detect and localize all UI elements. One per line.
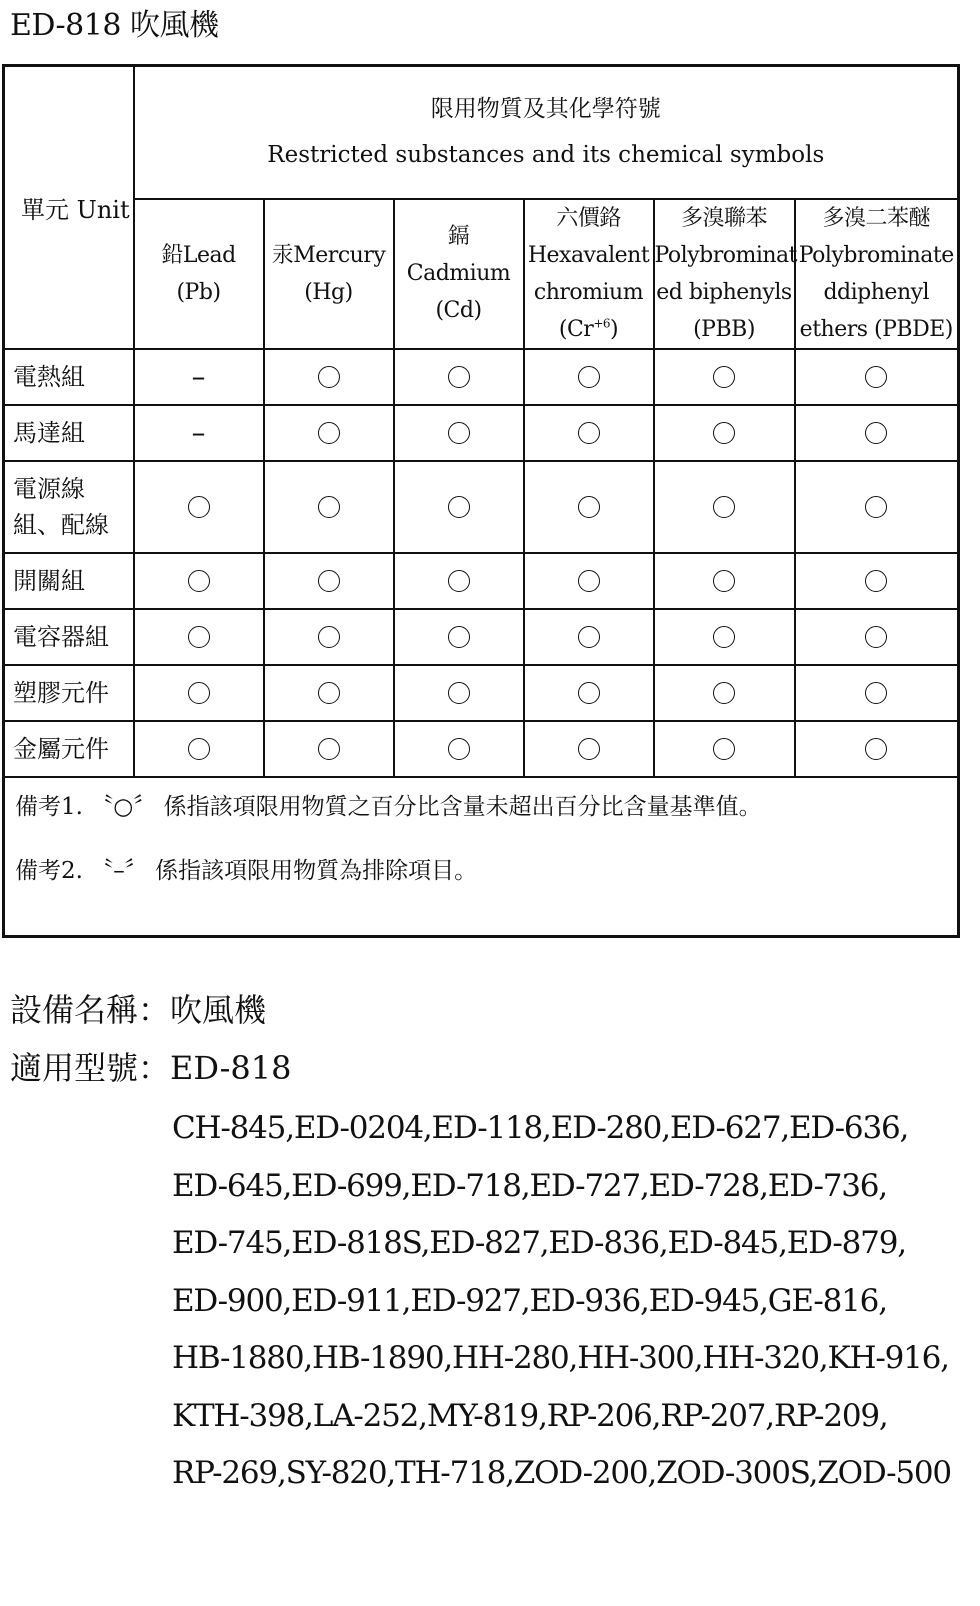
circle-mark-icon: [713, 422, 735, 444]
value-cell: [795, 461, 959, 553]
column-header-line: Cadmium: [406, 261, 511, 286]
value-cell: [134, 609, 264, 665]
table-row: [4, 609, 959, 665]
circle-mark-icon: [865, 626, 887, 648]
circle-mark-icon: [448, 626, 470, 648]
formula-base: (Cr: [558, 316, 594, 342]
column-header-line: ed biphenyls: [656, 279, 792, 305]
value-cell: [524, 553, 654, 609]
circle-mark-icon: [865, 570, 887, 592]
value-cell: [795, 349, 959, 405]
value-cell: [654, 349, 795, 405]
value-cell: [524, 405, 654, 461]
circle-mark-icon: [865, 738, 887, 760]
column-header-line: (Hg): [304, 279, 353, 305]
circle-mark-icon: [188, 496, 210, 518]
value-cell: [524, 461, 654, 553]
note-1: 備考1. 〝○〞 係指該項限用物質之百分比含量未超出百分比含量基準值。: [15, 793, 762, 820]
circle-mark-icon: [188, 682, 210, 704]
value-cell: [654, 721, 795, 777]
column-header-line: ddiphenyl: [823, 279, 930, 305]
column-header-3: [394, 199, 524, 349]
column-header-line: Polybrominat: [654, 242, 797, 268]
circle-mark-icon: [578, 570, 600, 592]
circle-mark-icon: [318, 422, 340, 444]
column-header-line: (Cd): [435, 298, 482, 323]
model-list-line: HB-1880,HB-1890,HH-280,HH-300,HH-320,KH-916,: [172, 1340, 949, 1376]
value-cell: [134, 405, 264, 461]
value-cell: [795, 553, 959, 609]
column-header-6: [795, 199, 959, 349]
notes-cell: [4, 777, 959, 937]
model-list-line: CH-845,ED-0204,ED-118,ED-280,ED-627,ED-636,: [172, 1110, 909, 1146]
circle-mark-icon: [188, 570, 210, 592]
circle-mark-icon: [448, 682, 470, 704]
model-list-line: KTH-398,LA-252,MY-819,RP-206,RP-207,RP-209,: [172, 1397, 888, 1434]
circle-mark-icon: [318, 570, 340, 592]
value-cell: [654, 553, 795, 609]
column-header-line: chromium: [533, 279, 644, 305]
value-cell: [264, 665, 394, 721]
column-header-5: [654, 199, 795, 349]
value-cell: [524, 609, 654, 665]
note-2: 備考2. 〝–〞 係指該項限用物質為排除項目。: [15, 857, 478, 884]
circle-mark-icon: [318, 366, 340, 388]
row-label: [4, 553, 134, 609]
circle-mark-icon: [713, 366, 735, 388]
value-cell: [134, 553, 264, 609]
circle-mark-icon: [578, 626, 600, 648]
column-header-formula: [525, 311, 653, 348]
value-cell: [264, 349, 394, 405]
circle-mark-icon: [578, 682, 600, 704]
row-label-line: 電容器組: [13, 622, 109, 651]
row-label-line: 塑膠元件: [13, 678, 109, 707]
value-cell: [264, 405, 394, 461]
column-header-line: Polybrominate: [798, 242, 954, 268]
value-cell: [654, 665, 795, 721]
unit-header: 單元 Unit: [4, 66, 134, 349]
circle-mark-icon: [713, 738, 735, 760]
value-cell: [134, 665, 264, 721]
row-label-line: 電源線: [13, 474, 85, 503]
circle-mark-icon: [448, 366, 470, 388]
column-header-line: (PBB): [693, 316, 755, 342]
column-header-line: (Pb): [176, 279, 221, 305]
column-header-line: 鉛Lead: [161, 242, 236, 268]
value-cell: [134, 349, 264, 405]
row-label-line: 金屬元件: [13, 734, 109, 763]
row-label: [4, 461, 134, 553]
row-label: [4, 721, 134, 777]
circle-mark-icon: [865, 366, 887, 388]
value-cell: [795, 665, 959, 721]
row-label: [4, 405, 134, 461]
value-cell: [394, 609, 524, 665]
table-row: [4, 405, 959, 461]
value-cell: [795, 721, 959, 777]
circle-mark-icon: [448, 422, 470, 444]
value-cell: [654, 609, 795, 665]
value-cell: [394, 721, 524, 777]
circle-mark-icon: [188, 626, 210, 648]
value-cell: [394, 665, 524, 721]
row-label-line: 組、配線: [13, 510, 109, 539]
table-row: [4, 721, 959, 777]
table-row: [4, 461, 959, 553]
value-cell: [394, 553, 524, 609]
column-header-line: 鎘: [447, 224, 470, 249]
value-cell: [795, 405, 959, 461]
circle-mark-icon: [448, 496, 470, 518]
circle-mark-icon: [713, 496, 735, 518]
value-cell: [134, 721, 264, 777]
value-cell: [264, 461, 394, 553]
circle-mark-icon: [448, 570, 470, 592]
value-cell: [394, 461, 524, 553]
row-label: [4, 349, 134, 405]
circle-mark-icon: [188, 738, 210, 760]
column-header-line: 汞Mercury: [271, 242, 386, 268]
value-cell: [394, 349, 524, 405]
circle-mark-icon: [713, 570, 735, 592]
value-cell: [524, 349, 654, 405]
row-label: [4, 665, 134, 721]
formula-end: ): [610, 316, 619, 342]
model-list-line: ED-645,ED-699,ED-718,ED-727,ED-728,ED-736,: [172, 1167, 887, 1204]
row-label-line: 馬達組: [13, 418, 85, 447]
row-label-line: 電熱組: [13, 362, 85, 391]
column-header-1: [134, 199, 264, 349]
value-cell: [654, 461, 795, 553]
model-list-line: ED-745,ED-818S,ED-827,ED-836,ED-845,ED-879,: [172, 1225, 906, 1261]
table-row: [4, 553, 959, 609]
table-row: [4, 665, 959, 721]
circle-mark-icon: [448, 738, 470, 760]
formula-superscript: +6: [593, 316, 611, 331]
value-cell: [264, 609, 394, 665]
table-row: [4, 349, 959, 405]
value-cell: [134, 461, 264, 553]
value-cell: [654, 405, 795, 461]
group-header-zh: 限用物質及其化學符號: [430, 96, 661, 123]
model-list: [172, 1100, 962, 1503]
dash-mark: –: [191, 360, 206, 393]
value-cell: [524, 665, 654, 721]
value-cell: [264, 721, 394, 777]
column-header-line: ethers (PBDE): [799, 316, 953, 342]
row-label: [4, 609, 134, 665]
column-header-4: [524, 199, 654, 349]
substances-group-header: [134, 66, 959, 199]
circle-mark-icon: [578, 496, 600, 518]
value-cell: [394, 405, 524, 461]
circle-mark-icon: [865, 422, 887, 444]
dash-mark: –: [191, 416, 206, 449]
value-cell: [524, 721, 654, 777]
model-list-line: ED-900,ED-911,ED-927,ED-936,ED-945,GE-816,: [172, 1282, 887, 1319]
circle-mark-icon: [865, 682, 887, 704]
circle-mark-icon: [578, 422, 600, 444]
circle-mark-icon: [318, 738, 340, 760]
applicable-model: 適用型號：ED-818: [10, 1049, 292, 1087]
circle-mark-icon: [578, 738, 600, 760]
document-title: ED-818 吹風機: [10, 8, 219, 43]
circle-mark-icon: [318, 626, 340, 648]
circle-mark-icon: [578, 366, 600, 388]
group-header-en: Restricted substances and its chemical symbols: [267, 142, 825, 169]
column-header-line: 六價鉻: [556, 205, 621, 231]
circle-mark-icon: [318, 496, 340, 518]
column-header-line: 多溴二苯醚: [822, 205, 931, 231]
model-list-line: RP-269,SY-820,TH-718,ZOD-200,ZOD-300S,ZOD-500: [172, 1455, 951, 1491]
row-label-line: 開關組: [13, 566, 85, 595]
restricted-substances-table: [2, 64, 960, 938]
equipment-name: 設備名稱：吹風機: [10, 991, 267, 1029]
column-header-line: 多溴聯苯: [680, 205, 767, 231]
circle-mark-icon: [318, 682, 340, 704]
circle-mark-icon: [713, 626, 735, 648]
value-cell: [795, 609, 959, 665]
value-cell: [264, 553, 394, 609]
circle-mark-icon: [865, 496, 887, 518]
circle-mark-icon: [713, 682, 735, 704]
column-header-2: [264, 199, 394, 349]
column-header-line: Hexavalent: [527, 242, 650, 268]
